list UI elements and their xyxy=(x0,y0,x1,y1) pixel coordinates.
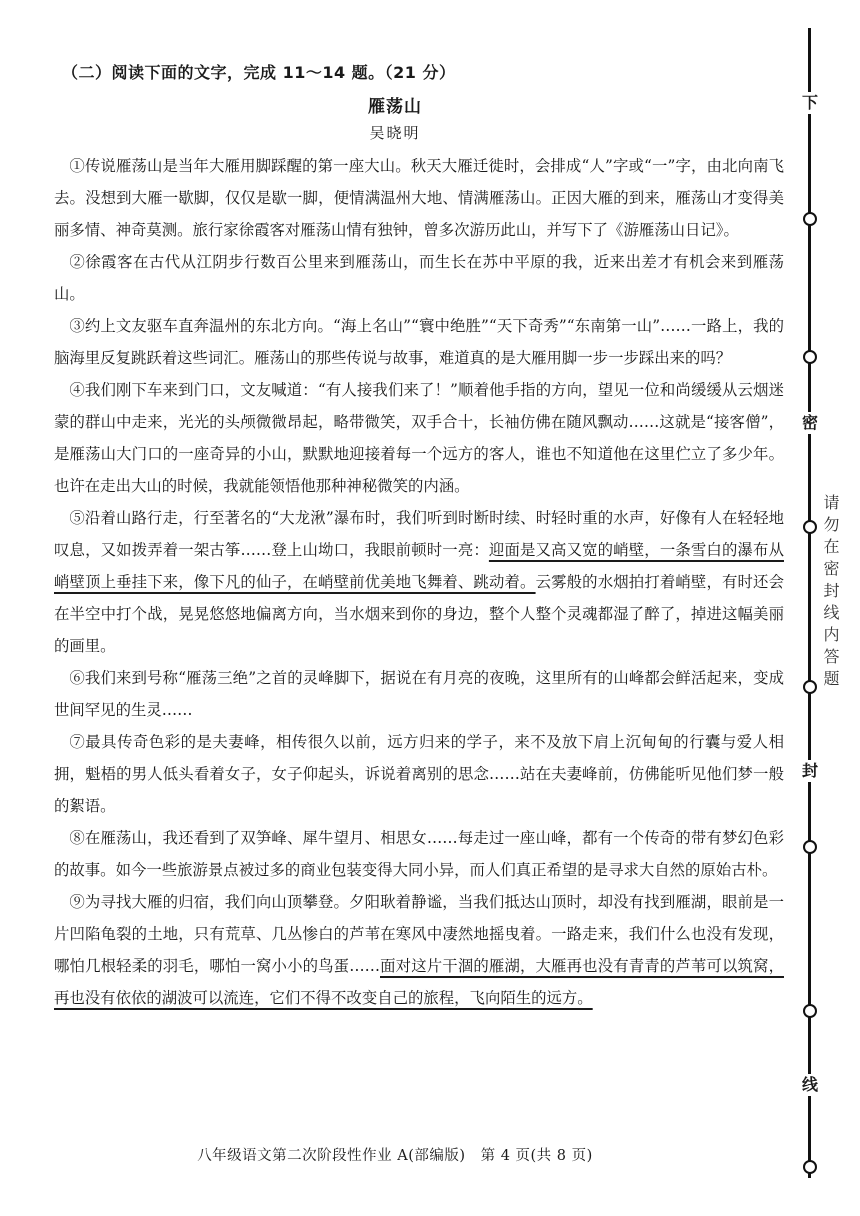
paragraph-1: ①传说雁荡山是当年大雁用脚踩醒的第一座大山。秋天大雁迁徙时，会排成“人”字或“一”字，由北向南飞去。没想到大雁一歇脚，仅仅是歇一脚，便情满温州大地、情满雁荡山。正因大雁的到来，雁荡山才变得美丽多情、神奇莫测。旅行家徐霞客对雁荡山情有独钟，曾多次游历此山，并写下了《游雁荡山日记》。 xyxy=(54,157,784,239)
paragraph-8: ⑧在雁荡山，我还看到了双笋峰、犀牛望月、相思女……每走过一座山峰，都有一个传奇的带有梦幻色彩的故事。如今一些旅游景点被过多的商业包装变得大同小异，而人们真正希望的是寻求大自然的原始古朴。 xyxy=(54,829,784,879)
margin-circle xyxy=(803,680,817,694)
paragraph-9-text: ⑨为寻找大雁的归宿，我们向山顶攀登。夕阳耿着静谧，当我们抵达山顶时，却没有找到雁湖，眼前是一片凹陷龟裂的土地，只有荒草、几丛惨白的芦苇在寒风中凄然地摇曳着。一路走来，我们什么也没有发现，哪怕几根轻柔的羽毛，哪怕一窝小小的鸟蛋…… xyxy=(54,893,784,975)
margin-circle xyxy=(803,212,817,226)
margin-mark-xian: 线 xyxy=(801,1075,818,1094)
margin-circle xyxy=(803,1004,817,1018)
article-author: 吴晓明 xyxy=(369,124,421,142)
paragraph-7: ⑦最具传奇色彩的是夫妻峰，相传很久以前，远方归来的学子，来不及放下肩上沉甸甸的行囊与爱人相拥，魁梧的男人低头看着女子，女子仰起头，诉说着离别的思念……站在夫妻峰前，仿佛能听见他们梦一般的絮语。 xyxy=(54,733,784,815)
underlined-sentence: 面对这片干涸的雁湖，大雁再也没有青青的芦苇可以筑窝，再也没有依依的湖波可以流连，它们不得不改变自己的旅程，飞向陌生的远方。 xyxy=(54,957,784,1007)
margin-circle xyxy=(803,350,817,364)
paragraph-5-text: ⑤沿着山路行走，行至著名的“大龙湫”瀑布时，我们听到时断时续、时轻时重的水声，好像有人在轻轻地叹息，又如拨弄着一架古筝……登上山坳口，我眼前顿时一亮： xyxy=(54,509,784,559)
margin-mark-xia: 下 xyxy=(801,93,818,112)
paragraph-2: ②徐霞客在古代从江阴步行数百公里来到雁荡山，而生长在苏中平原的我，近来出差才有机会来到雁荡山。 xyxy=(54,253,784,303)
paragraph-6: ⑥我们来到号称“雁荡三绝”之首的灵峰脚下，据说在有月亮的夜晚，这里所有的山峰都会鲜活起来，变成世间罕见的生灵…… xyxy=(54,669,784,719)
paragraph-5-tail: 云雾般的水烟拍打着峭壁，有时还会在半空中打个战，晃晃悠悠地偏离方向，当水烟来到你的身边，整个人整个灵魂都湿了醉了，掉进这幅美丽的画里。 xyxy=(54,573,784,655)
paragraph-3: ③约上文友驱车直奔温州的东北方向。“海上名山”“寰中绝胜”“天下奇秀”“东南第一山”……一路上，我的脑海里反复跳跃着这些词汇。雁荡山的那些传说与故事，难道真的是大雁用脚一步一步踩出来的吗？ xyxy=(54,317,784,367)
margin-circle xyxy=(803,840,817,854)
section-heading: （二）阅读下面的文字，完成 11～14 题。（21 分） xyxy=(62,63,456,82)
seal-line-note: 请勿在密封线内答题 xyxy=(821,494,840,692)
margin-circle xyxy=(803,1160,817,1174)
page-footer: 八年级语文第二次阶段性作业 A(部编版) 第 4 页(共 8 页) xyxy=(197,1148,593,1164)
margin-circle xyxy=(803,520,817,534)
paragraph-4: ④我们刚下车来到门口，文友喊道：“有人接我们来了！”顺着他手指的方向，望见一位和尚缓缓从云烟迷蒙的群山中走来，光光的头颅微微昂起，略带微笑，双手合十，长袖仿佛在随风飘动……这就是“接客僧”，是雁荡山大门口的一座奇异的小山，默默地迎接着每一个远方的客人，谁也不知道他在这里伫立了多少年。也许在走出大山的时候，我就能领悟他那种神秘微笑的内涵。 xyxy=(54,381,784,495)
paragraph-5 xyxy=(54,502,784,662)
article-body xyxy=(54,150,784,1014)
margin-mark-mi: 密 xyxy=(801,413,818,432)
underlined-sentence: 迎面是又高又宽的峭壁，一条雪白的瀑布从峭壁顶上垂挂下来，像下凡的仙子，在峭壁前优美地飞舞着、跳动着。 xyxy=(54,541,784,591)
margin-mark-feng: 封 xyxy=(801,761,818,780)
paragraph-9 xyxy=(54,886,784,1014)
article-title: 雁荡山 xyxy=(368,97,422,117)
